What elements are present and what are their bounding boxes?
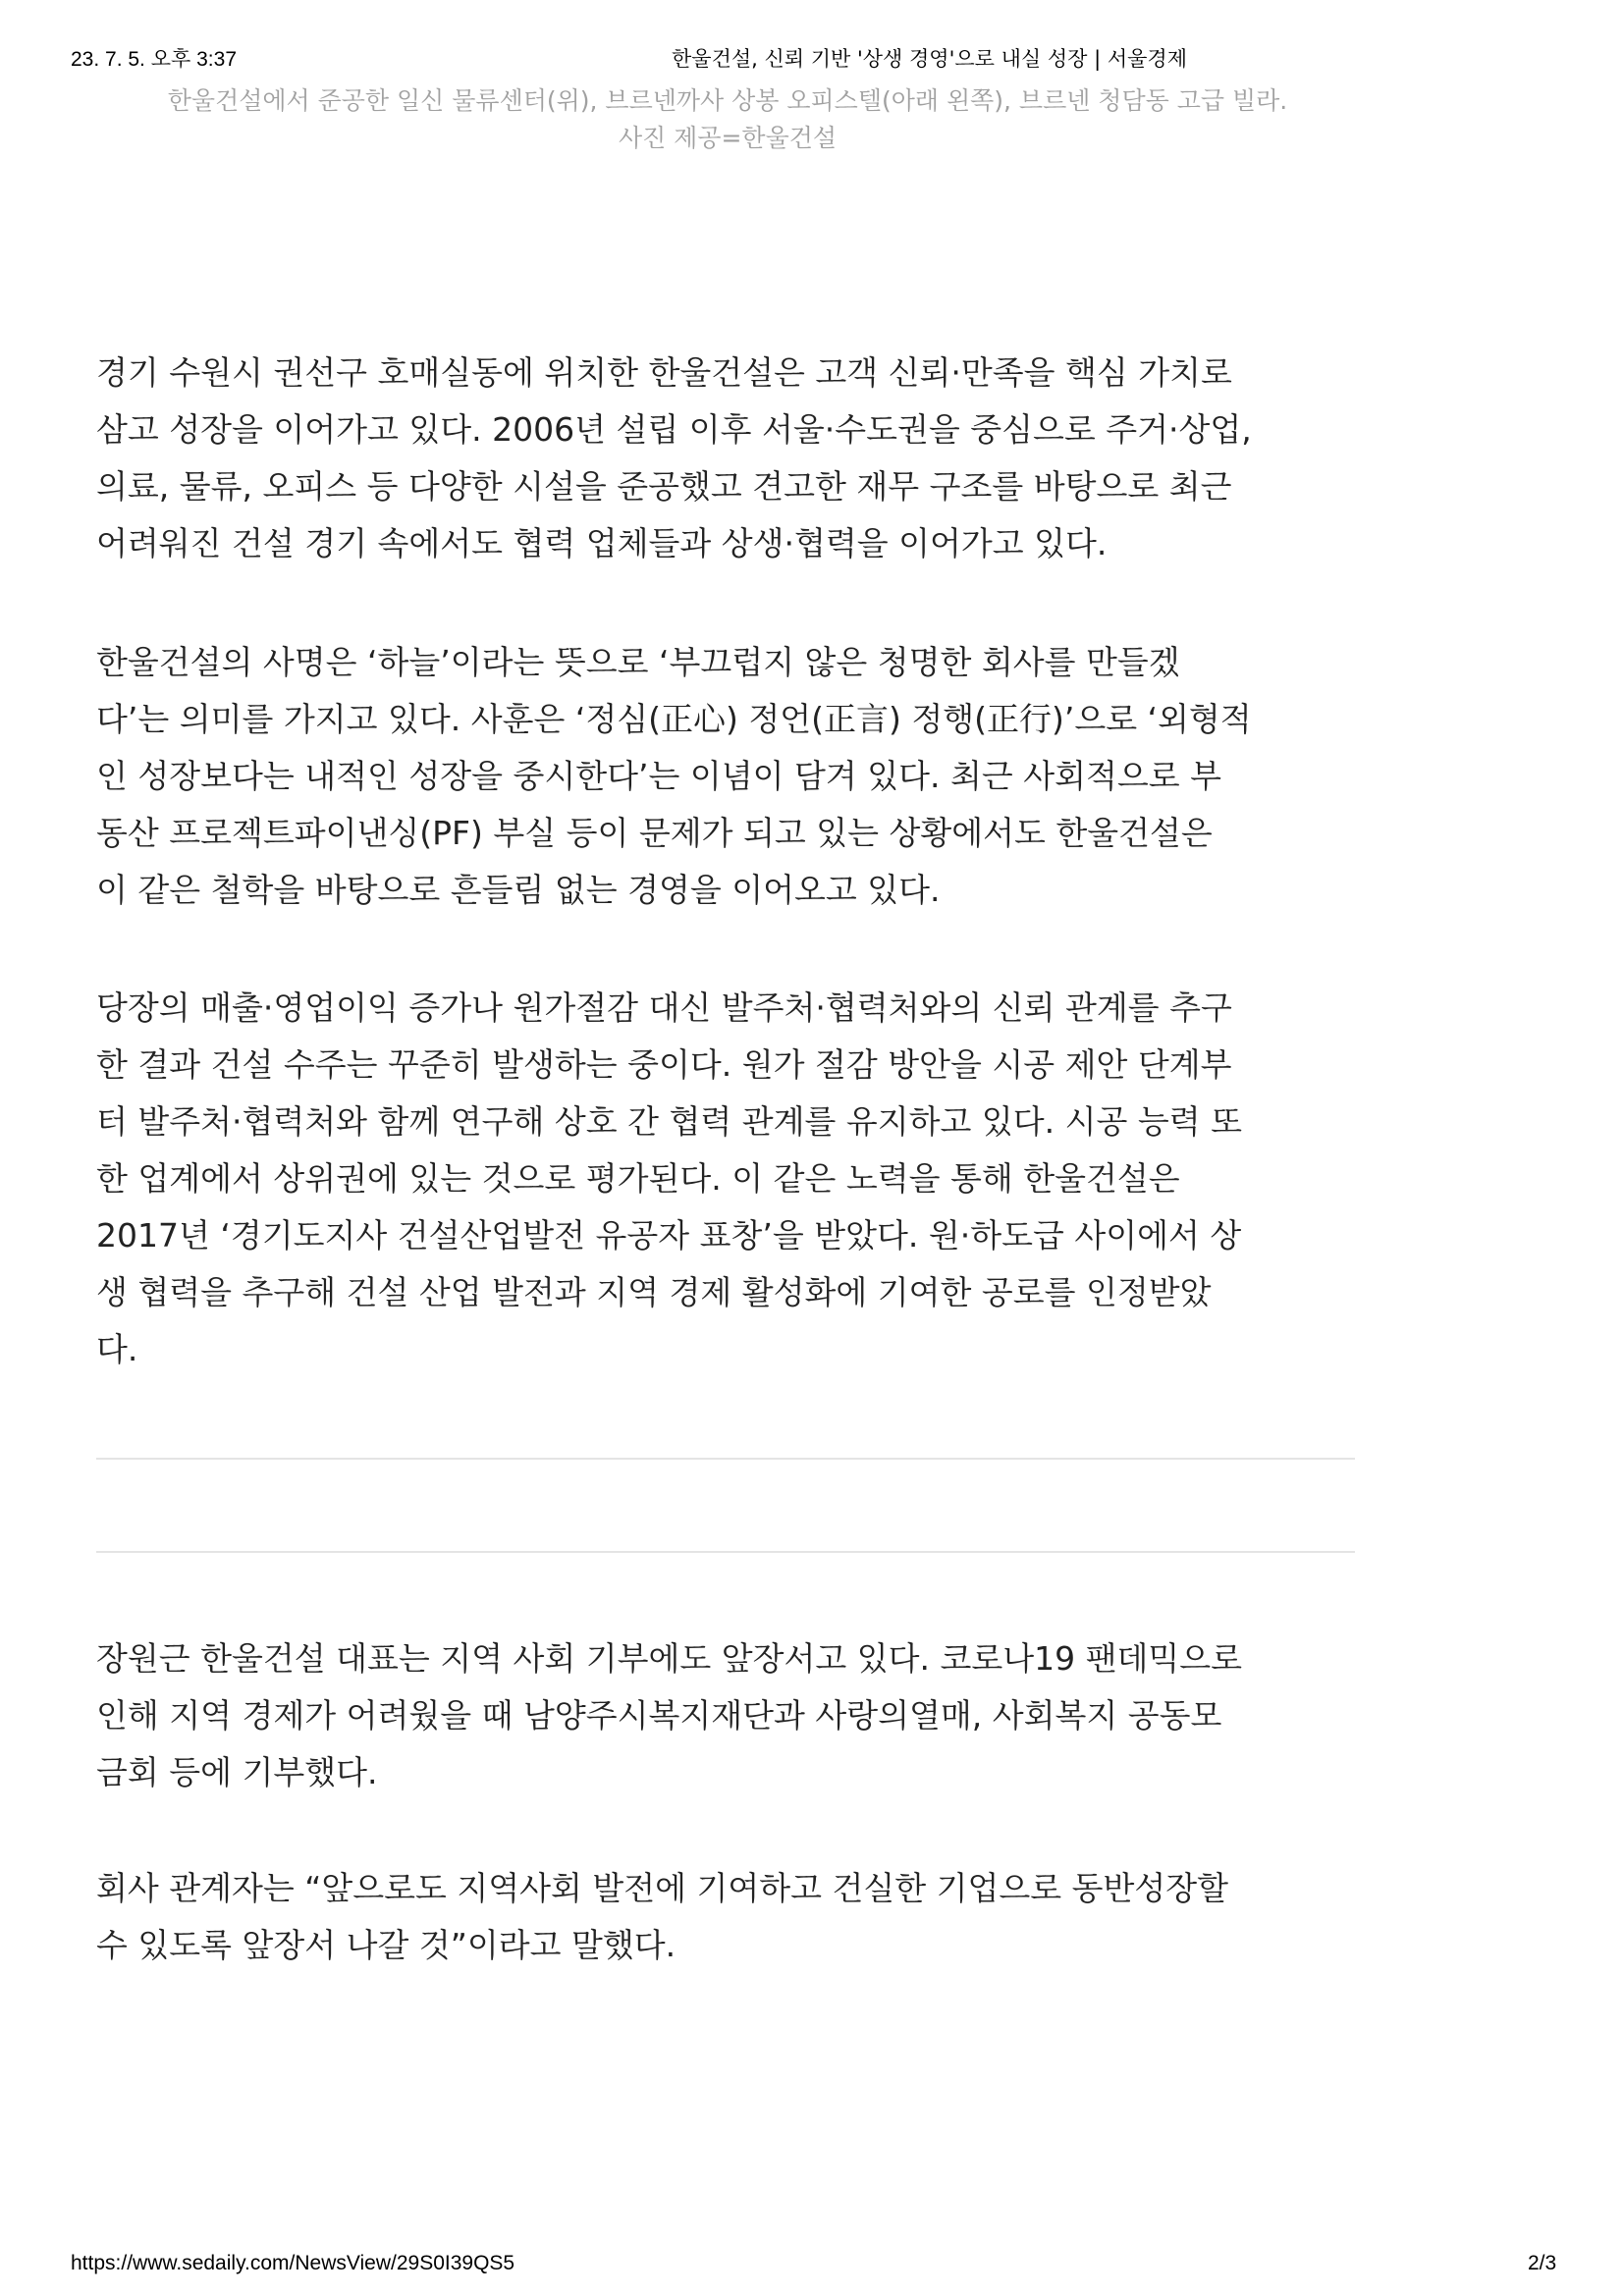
photo-caption — [94, 82, 1361, 157]
paragraph-line: 한울건설의 사명은 ‘하늘’이라는 뜻으로 ‘부끄럽지 않은 청명한 회사를 만들겠 — [96, 643, 1180, 681]
paragraph-line: 이 같은 철학을 바탕으로 흔들림 없는 경영을 이어오고 있다. — [96, 871, 941, 909]
paragraph-line: 금회 등에 기부했다. — [96, 1753, 378, 1791]
paragraph-line: 한 결과 건설 수주는 꾸준히 발생하는 중이다. 원가 절감 방안을 시공 제안 단계부 — [96, 1045, 1232, 1084]
paragraph-line: 인해 지역 경제가 어려웠을 때 남양주시복지재단과 사랑의열매, 사회복지 공동모 — [96, 1696, 1222, 1735]
paragraph-line: 한 업계에서 상위권에 있는 것으로 평가된다. 이 같은 노력을 통해 한울건설은 — [96, 1159, 1180, 1198]
paragraph-line: 삼고 성장을 이어가고 있다. 2006년 설립 이후 서울·수도권을 중심으로 주거·상업, — [96, 410, 1252, 449]
paragraph-line: 수 있도록 앞장서 나갈 것”이라고 말했다. — [96, 1926, 676, 1964]
print-footer-page-number: 2/3 — [1528, 2252, 1557, 2274]
ad-slot-divider-bottom — [96, 1551, 1355, 1553]
paragraph-line: 인 성장보다는 내적인 성장을 중시한다’는 이념이 담겨 있다. 최근 사회적으로 부 — [96, 757, 1221, 795]
article-paragraph — [96, 1860, 1363, 1974]
paragraph-line: 당장의 매출·영업이익 증가나 원가절감 대신 발주처·협력처와의 신뢰 관계를 추구 — [96, 988, 1232, 1027]
paragraph-line: 회사 관계자는 “앞으로도 지역사회 발전에 기여하고 건실한 기업으로 동반성장할 — [96, 1869, 1228, 1907]
caption-line: 한울건설에서 준공한 일신 물류센터(위), 브르넨까사 상봉 오피스텔(아래 왼쪽), 브르넨 청담동 고급 빌라. — [167, 86, 1288, 115]
article-paragraph — [96, 345, 1363, 572]
paragraph-line: 생 협력을 추구해 건설 산업 발전과 지역 경제 활성화에 기여한 공로를 인정받았 — [96, 1273, 1212, 1311]
print-header-title: 한울건설, 신뢰 기반 '상생 경영'으로 내실 성장 | 서울경제 — [672, 47, 1187, 71]
paragraph-line: 2017년 ‘경기도지사 건설산업발전 유공자 표창’을 받았다. 원·하도급 사이에서 상 — [96, 1216, 1242, 1255]
paragraph-line: 다. — [96, 1330, 138, 1368]
paragraph-line: 터 발주처·협력처와 함께 연구해 상호 간 협력 관계를 유지하고 있다. 시공 능력 또 — [96, 1102, 1242, 1141]
paragraph-line: 의료, 물류, 오피스 등 다양한 시설을 준공했고 견고한 재무 구조를 바탕으로 최근 — [96, 467, 1232, 506]
print-footer-url[interactable]: https://www.sedaily.com/NewsView/29S0I39QS5 — [71, 2252, 515, 2274]
paragraph-line: 경기 수원시 권선구 호매실동에 위치한 한울건설은 고객 신뢰·만족을 핵심 가치로 — [96, 353, 1232, 392]
article-paragraph — [96, 1630, 1363, 1801]
paragraph-line: 다’는 의미를 가지고 있다. 사훈은 ‘정심(正心) 정언(正言) 정행(正行)’으로 ‘외형적 — [96, 700, 1252, 738]
article-paragraph — [96, 980, 1363, 1378]
paragraph-line: 동산 프로젝트파이낸싱(PF) 부실 등이 문제가 되고 있는 상황에서도 한울건설은 — [96, 814, 1213, 852]
paragraph-line: 장원근 한울건설 대표는 지역 사회 기부에도 앞장서고 있다. 코로나19 팬데믹으로 — [96, 1639, 1242, 1678]
caption-line: 사진 제공=한울건설 — [618, 124, 838, 152]
paragraph-line: 어려워진 건설 경기 속에서도 협력 업체들과 상생·협력을 이어가고 있다. — [96, 524, 1108, 562]
ad-slot-divider-top — [96, 1458, 1355, 1460]
print-header-date: 23. 7. 5. 오후 3:37 — [71, 48, 238, 71]
article-paragraph — [96, 634, 1363, 919]
